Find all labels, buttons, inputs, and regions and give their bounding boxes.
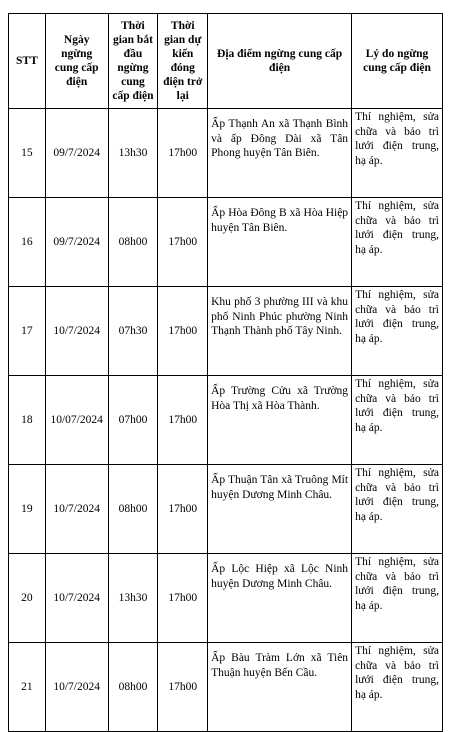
header-end-time: Thời gian dự kiến đóng điện trở lại	[158, 14, 208, 109]
cell-end-time: 17h00	[158, 376, 208, 465]
cell-stt: 16	[9, 198, 46, 287]
cell-stt: 19	[9, 465, 46, 554]
cell-stt: 18	[9, 376, 46, 465]
cell-location: Ấp Lộc Hiệp xã Lộc Ninh huyện Dương Minh Châu.	[208, 554, 352, 643]
cell-start-time: 08h00	[108, 643, 158, 732]
table-row	[9, 376, 443, 465]
power-outage-table	[8, 13, 443, 732]
cell-end-time: 17h00	[158, 465, 208, 554]
cell-date: 10/7/2024	[45, 554, 108, 643]
table-row	[9, 109, 443, 198]
header-row	[9, 14, 443, 109]
cell-date: 10/7/2024	[45, 287, 108, 376]
cell-start-time: 08h00	[108, 198, 158, 287]
cell-end-time: 17h00	[158, 109, 208, 198]
table-row	[9, 287, 443, 376]
cell-start-time: 13h30	[108, 554, 158, 643]
cell-start-time: 13h30	[108, 109, 158, 198]
cell-location: Ấp Bàu Tràm Lớn xã Tiên Thuận huyện Bến Cầu.	[208, 643, 352, 732]
cell-reason: Thí nghiệm, sửa chữa và bảo trì lưới điện trung, hạ áp.	[352, 376, 443, 465]
cell-stt: 15	[9, 109, 46, 198]
cell-stt: 20	[9, 554, 46, 643]
cell-reason: Thí nghiệm, sửa chữa và bảo trì lưới điện trung, hạ áp.	[352, 198, 443, 287]
cell-end-time: 17h00	[158, 198, 208, 287]
cell-end-time: 17h00	[158, 643, 208, 732]
header-stop-date: Ngày ngừng cung cấp điện	[45, 14, 108, 109]
cell-end-time: 17h00	[158, 287, 208, 376]
cell-reason: Thí nghiệm, sửa chữa và bảo trì lưới điện trung, hạ áp.	[352, 643, 443, 732]
cell-start-time: 07h00	[108, 376, 158, 465]
cell-date: 10/7/2024	[45, 465, 108, 554]
table-row	[9, 643, 443, 732]
cell-reason: Thí nghiệm, sửa chữa và bảo trì lưới điện trung, hạ áp.	[352, 287, 443, 376]
cell-location: Khu phố 3 phường III và khu phố Ninh Phúc phường Ninh Thạnh Thành phố Tây Ninh.	[208, 287, 352, 376]
cell-stt: 21	[9, 643, 46, 732]
cell-reason: Thí nghiệm, sửa chữa và bảo trì lưới điện trung, hạ áp.	[352, 465, 443, 554]
cell-location: Ấp Trường Cửu xã Trường Hòa Thị xã Hòa Thành.	[208, 376, 352, 465]
cell-location: Ấp Thạnh An xã Thạnh Bình và ấp Đông Dài xã Tân Phong huyện Tân Biên.	[208, 109, 352, 198]
cell-location: Ấp Thuận Tân xã Truông Mít huyện Dương Minh Châu.	[208, 465, 352, 554]
table-row	[9, 465, 443, 554]
header-stt: STT	[9, 14, 46, 109]
cell-date: 09/7/2024	[45, 109, 108, 198]
cell-start-time: 07h30	[108, 287, 158, 376]
cell-reason: Thí nghiệm, sửa chữa và bảo trì lưới điện trung, hạ áp.	[352, 554, 443, 643]
cell-date: 10/7/2024	[45, 643, 108, 732]
header-start-time: Thời gian bắt đầu ngừng cung cấp điện	[108, 14, 158, 109]
cell-start-time: 08h00	[108, 465, 158, 554]
header-location: Địa điểm ngừng cung cấp điện	[208, 14, 352, 109]
cell-end-time: 17h00	[158, 554, 208, 643]
cell-location: Ấp Hòa Đông B xã Hòa Hiệp huyện Tân Biên.	[208, 198, 352, 287]
cell-date: 09/7/2024	[45, 198, 108, 287]
table-row	[9, 198, 443, 287]
cell-stt: 17	[9, 287, 46, 376]
cell-date: 10/07/2024	[45, 376, 108, 465]
header-reason: Lý do ngừng cung cấp điện	[352, 14, 443, 109]
cell-reason: Thí nghiệm, sửa chữa và bảo trì lưới điện trung, hạ áp.	[352, 109, 443, 198]
table-row	[9, 554, 443, 643]
